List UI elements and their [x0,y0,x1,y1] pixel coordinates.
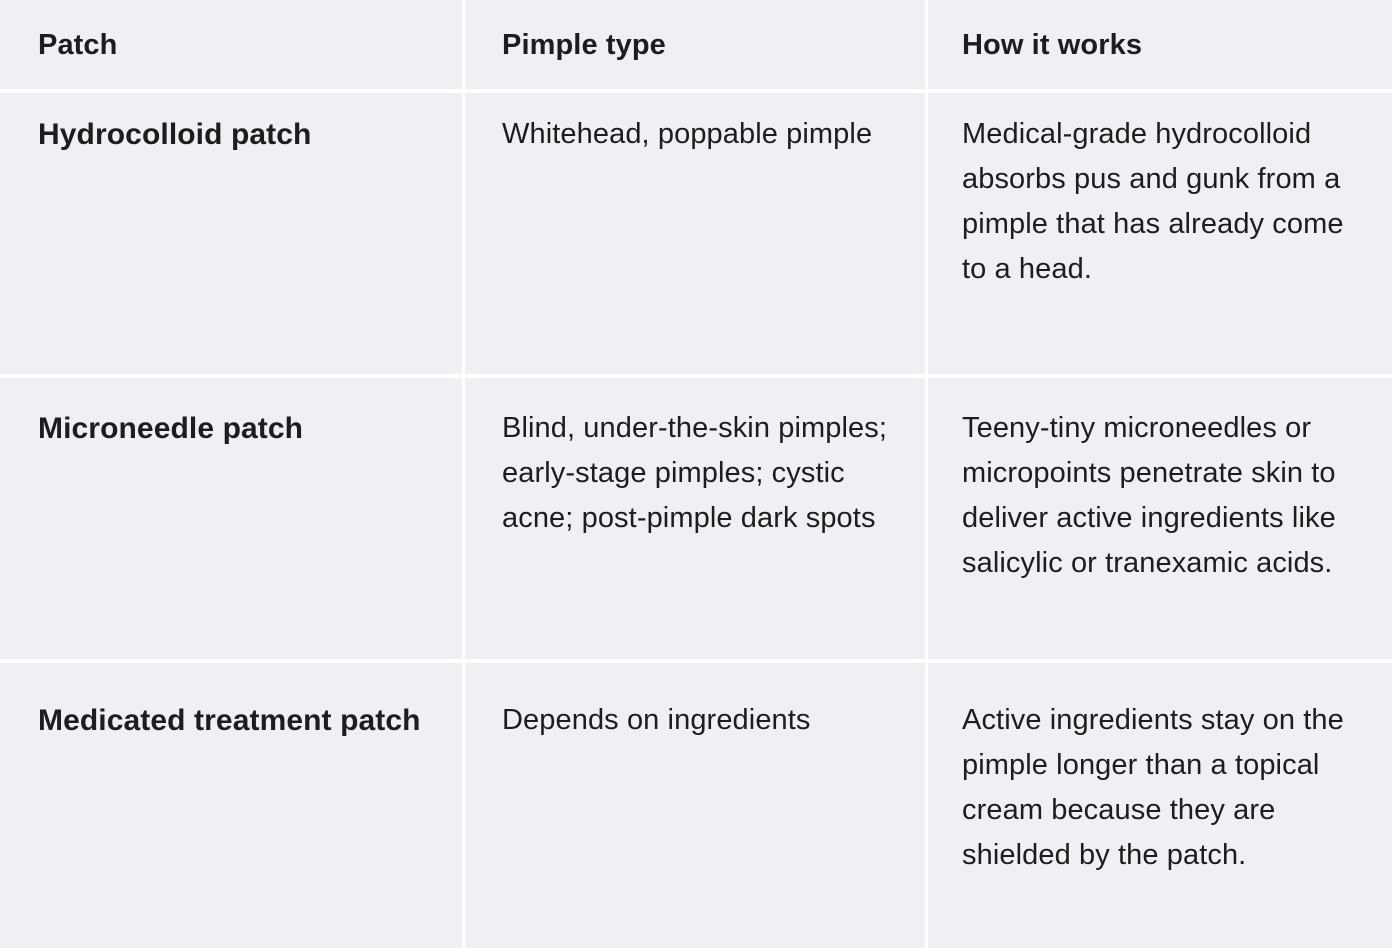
patch-name-medicated-treatment: Medicated treatment patch [38,704,421,737]
table-cell-how-it-works: Active ingredients stay on the pimple longer than a topical cream because they are shielded by the patch. [928,663,1392,948]
patch-name-hydrocolloid: Hydrocolloid patch [38,118,312,151]
header-cell-how-it-works: How it works [928,0,1392,89]
table-cell-how-it-works: Medical-grade hydrocolloid absorbs pus and gunk from a pimple that has already come to a head. [928,93,1392,374]
table-cell-pimple-type: Blind, under-the-skin pimples; early-stage pimples; cystic acne; post-pimple dark spots [465,378,925,659]
header-cell-pimple-type: Pimple type [465,0,925,89]
table-cell-pimple-type: Whitehead, poppable pimple [465,93,925,374]
patch-name-microneedle: Microneedle patch [38,412,304,445]
table-cell-pimple-type: Depends on ingredients [465,663,925,948]
table-cell-patch-name [0,93,462,374]
header-cell-patch: Patch [0,0,462,89]
table-cell-how-it-works: Teeny-tiny microneedles or micropoints penetrate skin to deliver active ingredients like salicylic or tranexamic acids. [928,378,1392,659]
table-cell-patch-name [0,378,462,659]
table-cell-patch-name [0,663,462,948]
